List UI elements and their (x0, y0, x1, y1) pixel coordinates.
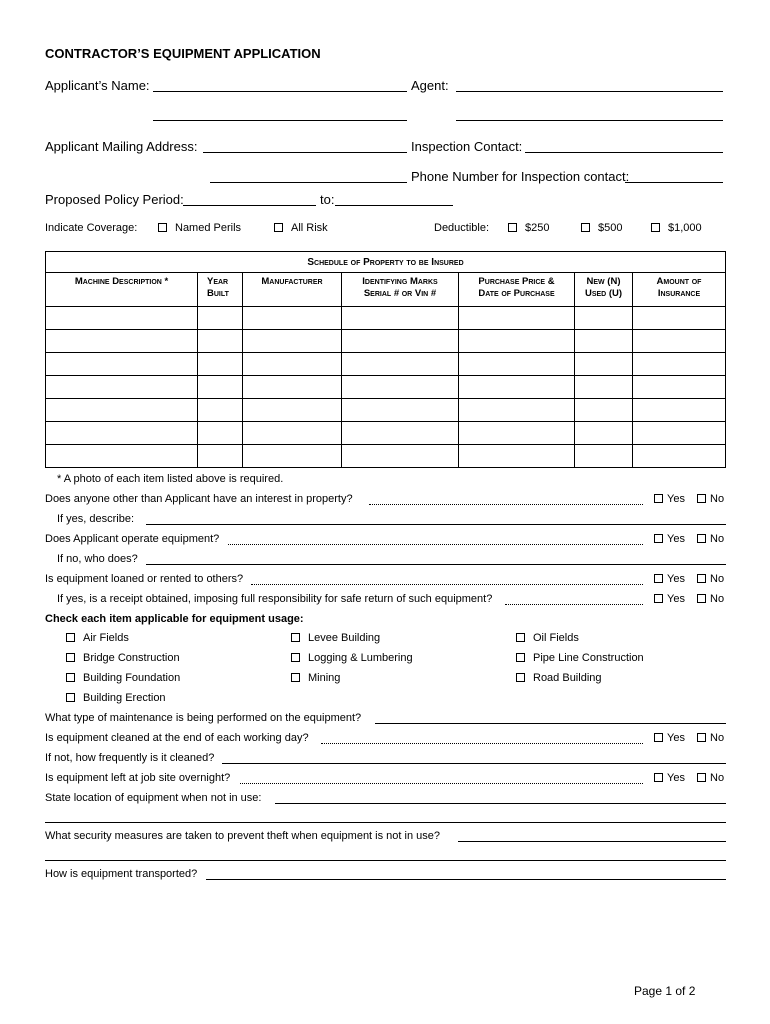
overnight-no-checkbox[interactable] (697, 773, 706, 782)
applicant-name-field-2[interactable] (153, 120, 407, 121)
table-cell[interactable] (342, 445, 459, 468)
pipe-line-label: Pipe Line Construction (533, 652, 644, 664)
maintenance-question: What type of maintenance is being performed on the equipment? (45, 712, 362, 724)
deductible-label: Deductible: (434, 222, 490, 234)
interest-yes-label: Yes (667, 493, 685, 505)
road-building-label: Road Building (533, 672, 602, 684)
mailing-address-field[interactable] (203, 152, 407, 153)
ded-500-label: $500 (598, 222, 623, 234)
usage-heading: Check each item applicable for equipment usage: (45, 613, 304, 625)
col-marks-text-1: Identifying Marks (362, 276, 438, 287)
table-cell[interactable] (198, 399, 243, 422)
schedule-caption: Schedule of Property to be Insured (46, 252, 726, 273)
overnight-yes-label: Yes (667, 772, 685, 784)
mining-checkbox[interactable] (291, 673, 300, 682)
col-year-built (198, 273, 243, 307)
transport-question: How is equipment transported? (45, 868, 198, 880)
air-fields-checkbox[interactable] (66, 633, 75, 642)
cleaned-yes-label: Yes (667, 732, 685, 744)
table-cell[interactable] (633, 307, 726, 330)
table-row (46, 330, 726, 353)
levee-building-checkbox[interactable] (291, 633, 300, 642)
table-cell[interactable] (342, 376, 459, 399)
cleaned-no-label: No (710, 732, 725, 744)
table-row (46, 422, 726, 445)
table-cell[interactable] (633, 330, 726, 353)
oil-fields-checkbox[interactable] (516, 633, 525, 642)
ded-1000-label: $1,000 (668, 222, 702, 234)
table-row (46, 376, 726, 399)
operate-yes-label: Yes (667, 533, 685, 545)
loaned-no-checkbox[interactable] (697, 574, 706, 583)
bridge-construction-checkbox[interactable] (66, 653, 75, 662)
location-field[interactable] (275, 803, 726, 804)
operate-no-checkbox[interactable] (697, 534, 706, 543)
pipe-line-checkbox[interactable] (516, 653, 525, 662)
table-cell[interactable] (46, 445, 198, 468)
operate-no-label: No (710, 533, 725, 545)
agent-label: Agent: (411, 78, 449, 93)
col-marks-text-2: Serial # or Vin # (363, 288, 437, 299)
loaned-question: Is equipment loaned or rented to others? (45, 573, 244, 585)
table-cell[interactable] (46, 353, 198, 376)
table-cell[interactable] (243, 399, 342, 422)
col-price-text-1: Purchase Price & (478, 276, 555, 287)
overnight-yes-checkbox[interactable] (654, 773, 663, 782)
col-new-text-2: Used (U) (584, 288, 623, 299)
named-perils-checkbox[interactable] (158, 223, 167, 232)
levee-building-label: Levee Building (308, 632, 381, 644)
location-field-2[interactable] (45, 822, 726, 823)
building-erection-checkbox[interactable] (66, 693, 75, 702)
col-price-text-2: Date of Purchase (478, 288, 555, 299)
table-cell[interactable] (575, 353, 633, 376)
col-amount-insurance (633, 273, 726, 307)
logging-lumbering-label: Logging & Lumbering (308, 652, 413, 664)
receipt-yes-checkbox[interactable] (654, 594, 663, 603)
security-question: What security measures are taken to prevent theft when equipment is not in use? (45, 830, 440, 842)
oil-fields-label: Oil Fields (533, 632, 579, 644)
mining-label: Mining (308, 672, 341, 684)
table-cell[interactable] (633, 399, 726, 422)
table-cell[interactable] (459, 445, 575, 468)
leader-dots (240, 783, 643, 784)
cleaned-yes-checkbox[interactable] (654, 733, 663, 742)
all-risk-label: All Risk (291, 222, 328, 234)
table-cell[interactable] (243, 376, 342, 399)
col-year-text-1: Year (207, 276, 229, 287)
describe-field[interactable] (146, 524, 726, 525)
interest-yes-checkbox[interactable] (654, 494, 663, 503)
table-cell[interactable] (459, 376, 575, 399)
location-question: State location of equipment when not in use: (45, 792, 262, 804)
logging-lumbering-checkbox[interactable] (291, 653, 300, 662)
table-cell[interactable] (575, 422, 633, 445)
table-cell[interactable] (459, 330, 575, 353)
phone-field[interactable] (625, 182, 723, 183)
page-title: CONTRACTOR’S EQUIPMENT APPLICATION (45, 46, 321, 61)
policy-to-field[interactable] (335, 205, 453, 206)
ded-250-label: $250 (525, 222, 550, 234)
table-cell[interactable] (198, 353, 243, 376)
col-new-text-1: New (N) (586, 276, 621, 287)
leader-dots (505, 604, 643, 605)
table-cell[interactable] (243, 422, 342, 445)
schedule-table (45, 251, 726, 468)
table-cell[interactable] (633, 376, 726, 399)
who-label: If no, who does? (57, 553, 138, 565)
ded-250-checkbox[interactable] (508, 223, 517, 232)
ded-500-checkbox[interactable] (581, 223, 590, 232)
applicant-name-field[interactable] (153, 91, 407, 92)
table-cell[interactable] (198, 422, 243, 445)
table-cell[interactable] (243, 307, 342, 330)
describe-label: If yes, describe: (57, 513, 135, 525)
table-row (46, 307, 726, 330)
table-cell[interactable] (633, 445, 726, 468)
table-cell[interactable] (46, 422, 198, 445)
col-manufacturer-text: Manufacturer (261, 276, 323, 287)
transport-field[interactable] (206, 879, 726, 880)
receipt-no-checkbox[interactable] (697, 594, 706, 603)
policy-from-field[interactable] (183, 205, 316, 206)
leader-dots (228, 544, 643, 545)
interest-no-checkbox[interactable] (697, 494, 706, 503)
overnight-question: Is equipment left at job site overnight? (45, 772, 231, 784)
table-cell[interactable] (243, 330, 342, 353)
table-cell[interactable] (459, 353, 575, 376)
leader-dots (369, 504, 643, 505)
table-cell[interactable] (342, 399, 459, 422)
table-cell[interactable] (342, 330, 459, 353)
applicant-name-label: Applicant’s Name: (45, 78, 150, 93)
table-cell[interactable] (198, 330, 243, 353)
table-cell[interactable] (342, 422, 459, 445)
table-cell[interactable] (198, 307, 243, 330)
building-erection-label: Building Erection (83, 692, 166, 704)
col-machine-description (46, 273, 198, 307)
table-cell[interactable] (243, 353, 342, 376)
policy-period-label: Proposed Policy Period: (45, 192, 184, 207)
operate-yes-checkbox[interactable] (654, 534, 663, 543)
table-cell[interactable] (198, 376, 243, 399)
table-cell[interactable] (575, 307, 633, 330)
table-cell[interactable] (575, 445, 633, 468)
table-cell[interactable] (575, 330, 633, 353)
overnight-no-label: No (710, 772, 725, 784)
who-field[interactable] (146, 564, 726, 565)
receipt-no-label: No (710, 593, 725, 605)
receipt-yes-label: Yes (667, 593, 685, 605)
agent-field-2[interactable] (456, 120, 723, 121)
policy-to-label: to: (320, 192, 335, 207)
table-cell[interactable] (198, 445, 243, 468)
table-cell[interactable] (342, 353, 459, 376)
frequency-label: If not, how frequently is it cleaned? (45, 752, 215, 764)
operate-question: Does Applicant operate equipment? (45, 533, 220, 545)
interest-no-label: No (710, 493, 725, 505)
loaned-yes-label: Yes (667, 573, 685, 585)
table-cell[interactable] (459, 307, 575, 330)
col-manufacturer (243, 273, 342, 307)
air-fields-label: Air Fields (83, 632, 129, 644)
inspection-contact-label: Inspection Contact: (411, 139, 523, 154)
cleaned-question: Is equipment cleaned at the end of each working day? (45, 732, 309, 744)
leader-dots (251, 584, 643, 585)
table-row (46, 445, 726, 468)
mailing-address-field-2[interactable] (210, 182, 407, 183)
table-cell[interactable] (46, 330, 198, 353)
mailing-address-label: Applicant Mailing Address: (45, 139, 198, 154)
table-cell[interactable] (46, 399, 198, 422)
table-cell[interactable] (46, 307, 198, 330)
col-identifying-marks (342, 273, 459, 307)
loaned-yes-checkbox[interactable] (654, 574, 663, 583)
inspection-contact-field[interactable] (525, 152, 723, 153)
table-cell[interactable] (342, 307, 459, 330)
interest-question: Does anyone other than Applicant have an interest in property? (45, 493, 353, 505)
col-amount-text-2: Insurance (657, 288, 701, 299)
table-row (46, 353, 726, 376)
ded-1000-checkbox[interactable] (651, 223, 660, 232)
table-cell[interactable] (459, 422, 575, 445)
table-cell[interactable] (575, 399, 633, 422)
page-number: Page 1 of 2 (634, 984, 696, 998)
maintenance-field[interactable] (375, 723, 726, 724)
leader-dots (321, 743, 643, 744)
agent-field[interactable] (456, 91, 723, 92)
table-cell[interactable] (243, 445, 342, 468)
phone-label: Phone Number for Inspection contact: (411, 169, 630, 184)
photo-note: * A photo of each item listed above is required. (57, 473, 284, 485)
col-machine-text: Machine Description * (74, 276, 169, 287)
table-cell[interactable] (633, 422, 726, 445)
building-foundation-label: Building Foundation (83, 672, 181, 684)
loaned-no-label: No (710, 573, 725, 585)
coverage-label: Indicate Coverage: (45, 222, 138, 234)
table-cell[interactable] (459, 399, 575, 422)
all-risk-checkbox[interactable] (274, 223, 283, 232)
building-foundation-checkbox[interactable] (66, 673, 75, 682)
table-cell[interactable] (575, 376, 633, 399)
cleaned-no-checkbox[interactable] (697, 733, 706, 742)
col-purchase-price (459, 273, 575, 307)
col-amount-text-1: Amount of (656, 276, 702, 287)
col-new-used (575, 273, 633, 307)
bridge-construction-label: Bridge Construction (83, 652, 180, 664)
security-field[interactable] (458, 841, 726, 842)
table-cell[interactable] (633, 353, 726, 376)
frequency-field[interactable] (222, 763, 726, 764)
named-perils-label: Named Perils (175, 222, 242, 234)
receipt-question: If yes, is a receipt obtained, imposing full responsibility for safe return of such equipment? (57, 593, 493, 605)
col-year-text-2: Built (207, 288, 229, 299)
road-building-checkbox[interactable] (516, 673, 525, 682)
security-field-2[interactable] (45, 860, 726, 861)
table-row (46, 399, 726, 422)
table-cell[interactable] (46, 376, 198, 399)
